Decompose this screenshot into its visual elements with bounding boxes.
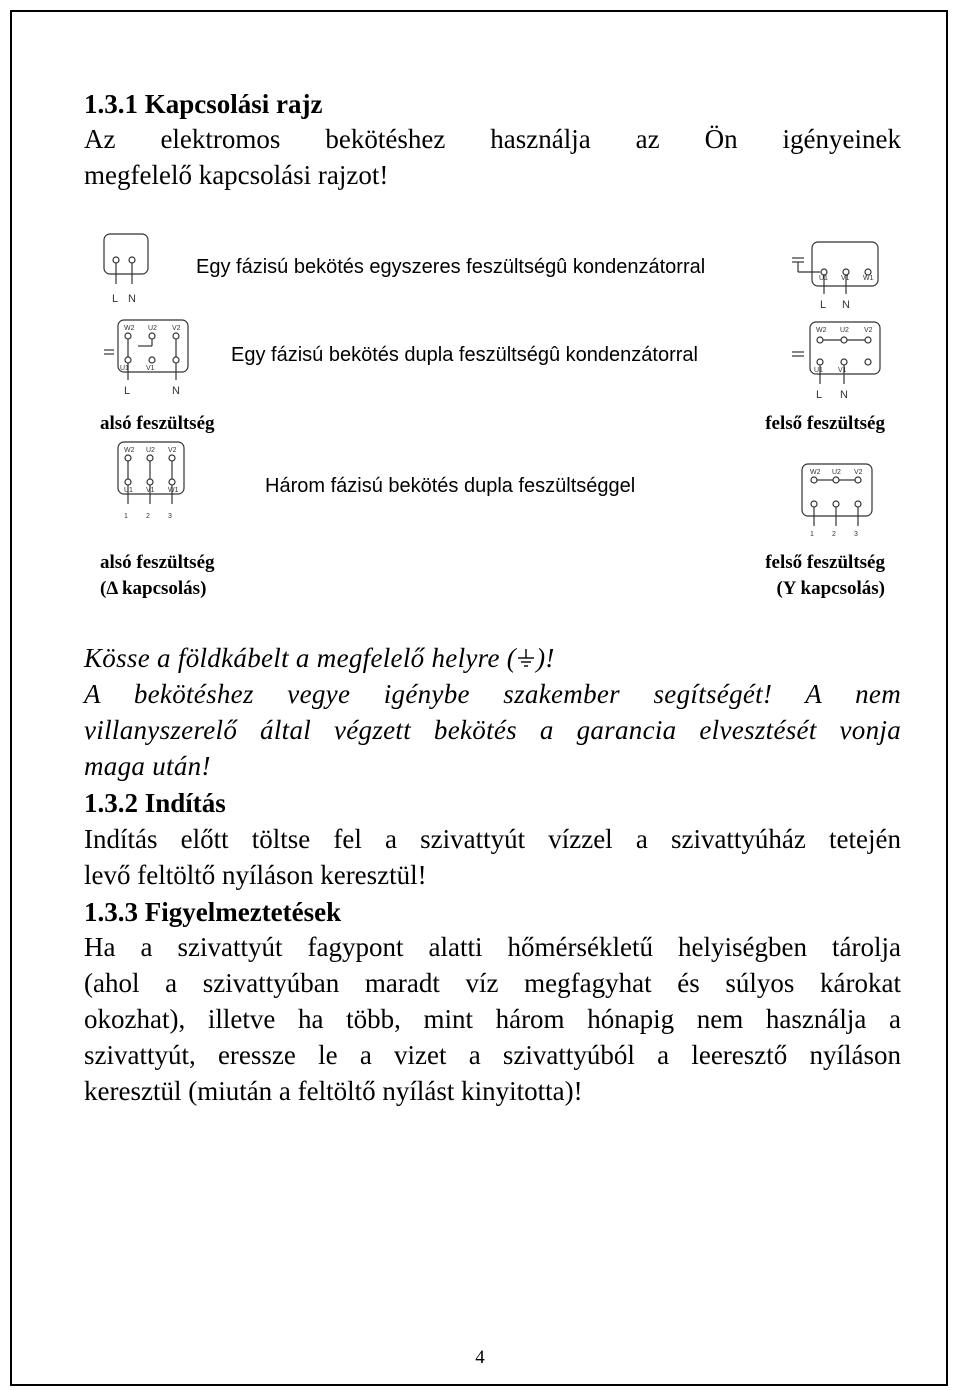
section-warnings-text xyxy=(84,929,901,1109)
label-high-voltage: felső feszültség xyxy=(765,413,885,434)
ground-icon xyxy=(516,643,536,679)
svg-text:W2: W2 xyxy=(816,327,827,334)
text-line: okozhat), illetve ha több, mint három hónapig nem használja a xyxy=(84,1004,901,1034)
svg-text:V2: V2 xyxy=(864,327,873,334)
svg-text:W2: W2 xyxy=(124,325,135,332)
svg-text:U1: U1 xyxy=(120,365,129,372)
warning-text xyxy=(84,676,901,784)
terminal-label: N xyxy=(128,293,136,305)
svg-text:1: 1 xyxy=(124,513,128,520)
terminal-label: L xyxy=(112,293,119,305)
svg-text:L: L xyxy=(816,389,823,401)
svg-text:V2: V2 xyxy=(168,447,177,454)
svg-text:V1: V1 xyxy=(841,275,850,282)
section-heading-start: 1.3.2 Indítás xyxy=(84,788,226,818)
text-line: szivattyút, eressze le a vizet a szivattyúból a leeresztő nyíláson xyxy=(84,1040,901,1070)
label-low-voltage: alsó feszültség xyxy=(100,413,215,434)
text-line: keresztül (miután a feltöltő nyílást kinyitotta)! xyxy=(84,1076,583,1106)
svg-text:W2: W2 xyxy=(124,447,135,454)
wiring-diagram xyxy=(98,228,888,548)
svg-text:U2: U2 xyxy=(840,327,849,334)
svg-text:3: 3 xyxy=(854,531,858,538)
ground-note xyxy=(84,640,901,679)
svg-text:2: 2 xyxy=(832,531,836,538)
svg-text:1: 1 xyxy=(810,531,814,538)
svg-text:N: N xyxy=(842,299,850,311)
svg-text:V2: V2 xyxy=(854,469,863,476)
svg-text:U2: U2 xyxy=(148,325,157,332)
page-number: 4 xyxy=(475,1347,485,1368)
text-line: levő feltöltő nyíláson keresztül! xyxy=(84,860,427,890)
text-line: Ha a szivattyút fagypont alatti hőmérsékletű helyiségben tárolja xyxy=(84,932,901,962)
text-line: maga után! xyxy=(84,751,211,781)
ground-note-text: Kösse a földkábelt a megfelelő helyre ( xyxy=(84,643,517,673)
diagram-caption-single-phase-simple: Egy fázisú bekötés egyszeres feszültségû kondenzátorral xyxy=(196,256,706,278)
section-wiring-text xyxy=(84,121,901,193)
svg-text:U1: U1 xyxy=(124,487,133,494)
svg-text:W1: W1 xyxy=(168,487,179,494)
text-line: (ahol a szivattyúban maradt víz megfagyhat és súlyos károkat xyxy=(84,968,901,998)
section-heading-wiring: 1.3.1 Kapcsolási rajz xyxy=(84,89,323,119)
svg-text:W1: W1 xyxy=(863,275,874,282)
svg-text:U2: U2 xyxy=(146,447,155,454)
text-line: megfelelő kapcsolási rajzot! xyxy=(84,160,389,190)
label-low-voltage-delta: alsó feszültség (Δ kapcsolás) xyxy=(100,552,215,599)
svg-text:V1: V1 xyxy=(838,367,847,374)
diagram-caption-single-phase-dual: Egy fázisú bekötés dupla feszültségû kondenzátorral xyxy=(231,344,698,366)
section-start-text xyxy=(84,821,901,893)
svg-text:N: N xyxy=(172,385,180,397)
svg-text:U1: U1 xyxy=(819,275,828,282)
text-line: A bekötéshez vegye igénybe szakember segítségét! A nem xyxy=(84,679,901,709)
label-high-voltage-star: felső feszültség (Y kapcsolás) xyxy=(765,552,885,599)
svg-text:N: N xyxy=(840,389,848,401)
text-line: Indítás előtt töltse fel a szivattyút vízzel a szivattyúház tetején xyxy=(84,824,901,854)
page-border-right xyxy=(946,10,948,1386)
svg-text:3: 3 xyxy=(168,513,172,520)
text-line: villanyszerelő által végzett bekötés a garancia elvesztését vonja xyxy=(84,715,901,745)
svg-text:W2: W2 xyxy=(810,469,821,476)
svg-text:V1: V1 xyxy=(146,365,155,372)
section-heading-warnings: 1.3.3 Figyelmeztetések xyxy=(84,897,342,927)
ground-note-end: )! xyxy=(536,643,555,673)
svg-text:V1: V1 xyxy=(146,487,155,494)
svg-text:L: L xyxy=(820,299,827,311)
svg-text:U1: U1 xyxy=(814,367,823,374)
svg-text:V2: V2 xyxy=(172,325,181,332)
svg-text:U2: U2 xyxy=(832,469,841,476)
text-line: Az elektromos bekötéshez használja az Ön igényeinek xyxy=(84,124,901,154)
svg-text:2: 2 xyxy=(146,513,150,520)
diagram-caption-three-phase: Három fázisú bekötés dupla feszültséggel xyxy=(265,475,636,497)
svg-text:L: L xyxy=(124,385,131,397)
